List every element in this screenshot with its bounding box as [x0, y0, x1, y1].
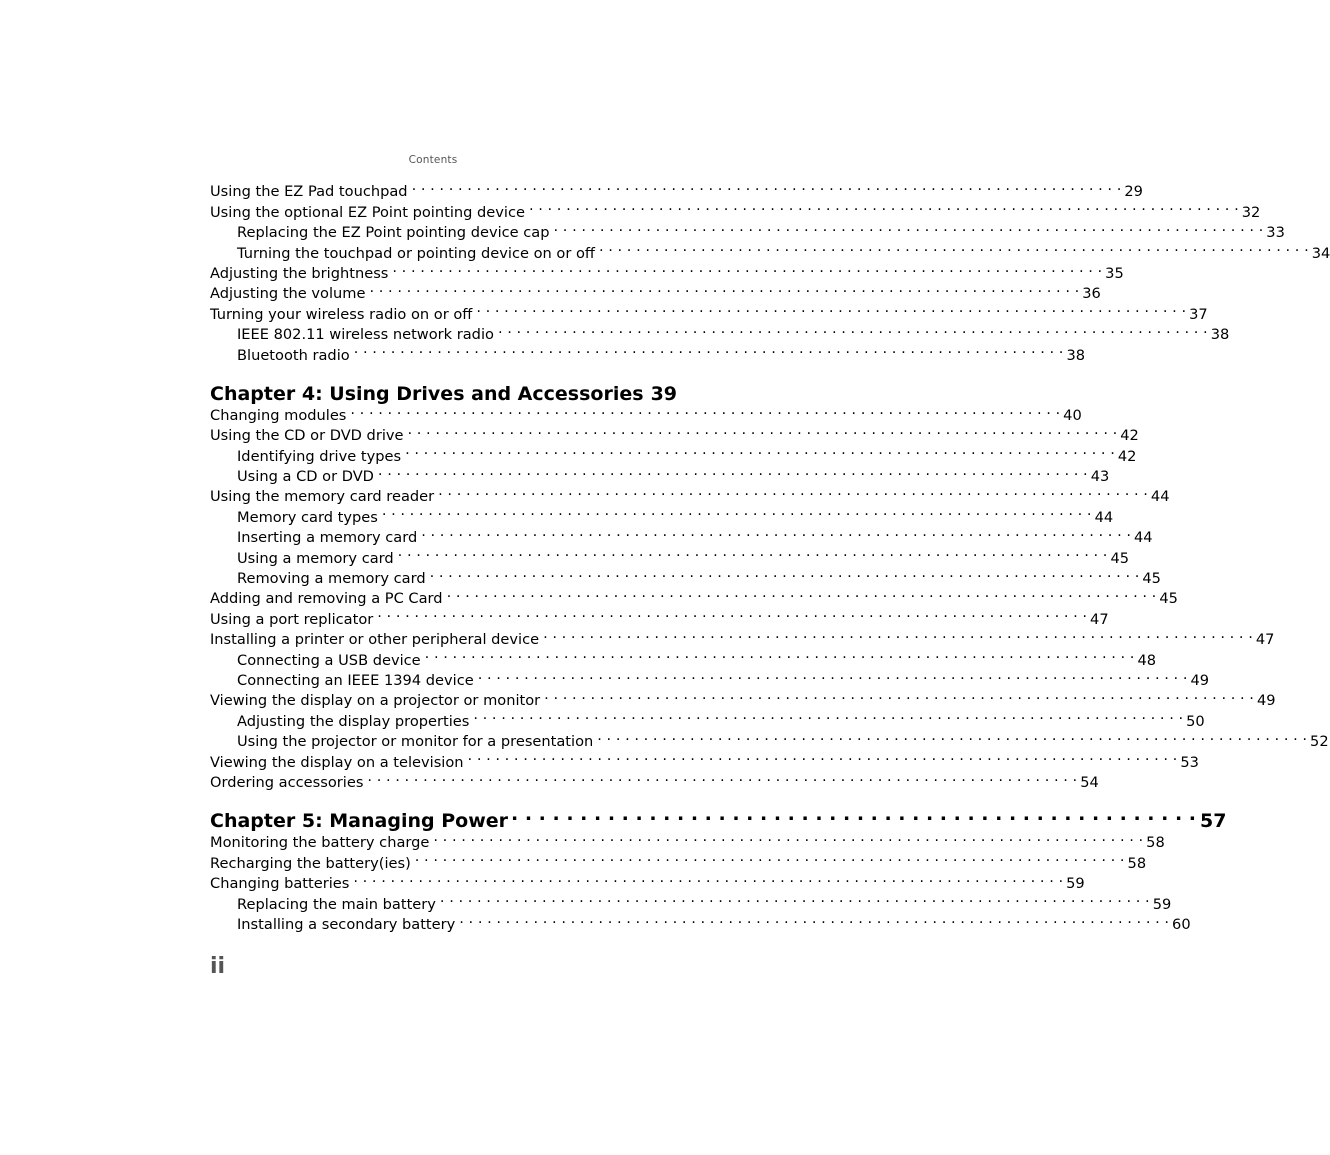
- dot-leader: [554, 217, 1264, 237]
- entry-title: Using the EZ Pad touchpad: [210, 183, 408, 201]
- dot-leader: [468, 746, 1178, 766]
- entry-page-number: 38: [1210, 326, 1230, 344]
- dot-leader: [398, 542, 1108, 562]
- entry-title: Identifying drive types: [237, 447, 402, 465]
- dot-leader: [447, 583, 1157, 603]
- entry-page-number: 49: [1190, 672, 1210, 689]
- entry-page-number: 42: [1117, 447, 1137, 465]
- chapter-page-number: 57: [1200, 809, 1227, 832]
- entry-page-number: 58: [1146, 834, 1165, 852]
- entry-title: Recharging the battery(ies): [210, 854, 411, 872]
- entry-page-number: 43: [1090, 468, 1110, 486]
- entry-title: Bluetooth radio: [237, 346, 350, 364]
- dot-leader: [367, 767, 1077, 787]
- entry-page-number: 35: [1105, 264, 1124, 282]
- dot-leader: [473, 705, 1183, 725]
- dot-leader: [405, 440, 1115, 460]
- dot-leader: [412, 176, 1122, 196]
- entry-title: Using the CD or DVD drive: [210, 427, 404, 445]
- entry-page-number: 29: [1124, 183, 1143, 201]
- dot-leader: [415, 847, 1125, 867]
- entry-page-number: 52: [1310, 733, 1329, 751]
- dot-leader: [438, 481, 1148, 501]
- entry-page-number: 40: [1063, 406, 1082, 424]
- dot-leader: [511, 801, 1196, 827]
- entry-page-number: 45: [1159, 590, 1178, 608]
- dot-leader: [476, 298, 1186, 318]
- dot-leader: [392, 258, 1102, 278]
- dot-leader: [430, 563, 1140, 583]
- dot-leader: [350, 400, 1060, 420]
- dot-leader: [354, 339, 1064, 359]
- running-head: Contents: [408, 154, 458, 166]
- dot-leader: [369, 278, 1079, 298]
- entry-title: Viewing the display on a projector or monitor: [210, 692, 541, 710]
- entry-page-number: 44: [1094, 508, 1114, 526]
- dot-leader: [440, 888, 1150, 908]
- entry-title: Turning your wireless radio on or off: [210, 305, 473, 323]
- entry-page-number: 44: [1134, 529, 1153, 547]
- chapter-heading[interactable]: [210, 374, 678, 405]
- toc-entry[interactable]: [210, 176, 1143, 201]
- entry-title: Monitoring the battery charge: [210, 834, 430, 852]
- entry-title: Using a memory card: [237, 549, 394, 567]
- page-number: ii: [210, 954, 226, 979]
- dot-leader: [543, 624, 1253, 644]
- entry-title: Ordering accessories: [210, 773, 364, 791]
- entry-title: Adjusting the volume: [210, 285, 366, 303]
- entry-title: Turning the touchpad or pointing device on or off: [237, 244, 595, 262]
- chapter-title: Chapter 4: Using Drives and Accessories: [210, 382, 644, 405]
- chapter-heading[interactable]: [210, 801, 1227, 832]
- entry-title: Using a CD or DVD: [237, 468, 374, 486]
- entry-title: Adding and removing a PC Card: [210, 590, 443, 608]
- dot-leader: [498, 319, 1208, 339]
- entry-page-number: 37: [1189, 305, 1208, 323]
- entry-page-number: 33: [1266, 224, 1285, 242]
- entry-page-number: 47: [1255, 631, 1275, 649]
- entry-title: Viewing the display on a television: [210, 753, 464, 771]
- entry-page-number: 53: [1180, 753, 1199, 771]
- entry-page-number: 38: [1066, 346, 1086, 364]
- entry-title: Changing batteries: [210, 875, 350, 893]
- entry-title: Removing a memory card: [237, 570, 426, 588]
- dot-leader: [408, 420, 1118, 440]
- entry-title: Installing a printer or other peripheral device: [210, 631, 540, 649]
- dot-leader: [382, 501, 1092, 521]
- dot-leader: [529, 196, 1239, 216]
- entry-title: Using the optional EZ Point pointing device: [210, 203, 525, 221]
- dot-leader: [478, 665, 1188, 685]
- entry-title: IEEE 802.11 wireless network radio: [237, 326, 494, 344]
- dot-leader: [459, 909, 1169, 929]
- entry-page-number: 45: [1110, 549, 1130, 567]
- entry-page-number: 47: [1090, 610, 1109, 628]
- entry-title: Using a port replicator: [210, 610, 374, 628]
- entry-title: Adjusting the brightness: [210, 264, 389, 282]
- entry-title: Replacing the main battery: [237, 895, 436, 913]
- entry-title: Changing modules: [210, 406, 347, 424]
- entry-title: Connecting an IEEE 1394 device: [237, 672, 474, 689]
- entry-title: Using the projector or monitor for a presentation: [237, 733, 594, 751]
- entry-page-number: 58: [1127, 854, 1147, 872]
- entry-page-number: 32: [1241, 203, 1261, 221]
- dot-leader: [544, 685, 1254, 705]
- entry-page-number: 59: [1066, 875, 1085, 893]
- entry-page-number: 45: [1142, 570, 1161, 588]
- entry-page-number: 42: [1120, 427, 1139, 445]
- dot-leader: [425, 644, 1135, 664]
- entry-title: Inserting a memory card: [237, 529, 418, 547]
- dot-leader: [378, 461, 1088, 481]
- entry-title: Connecting a USB device: [237, 651, 421, 669]
- dot-leader: [599, 237, 1309, 257]
- entry-title: Using the memory card reader: [210, 488, 435, 506]
- dot-leader: [377, 603, 1087, 623]
- entry-page-number: 50: [1186, 712, 1205, 730]
- entry-page-number: 59: [1152, 895, 1172, 913]
- dot-leader: [433, 827, 1143, 847]
- entry-title: Memory card types: [237, 508, 378, 526]
- entry-page-number: 44: [1150, 488, 1170, 506]
- dot-leader: [353, 868, 1063, 888]
- entry-title: Adjusting the display properties: [237, 712, 470, 730]
- dot-leader: [421, 522, 1131, 542]
- chapter-title: Chapter 5: Managing Power: [210, 809, 508, 832]
- dot-leader: [597, 726, 1307, 746]
- entry-page-number: 34: [1311, 244, 1330, 262]
- entry-page-number: 54: [1080, 773, 1099, 791]
- entry-page-number: 49: [1256, 692, 1276, 710]
- entry-title: Installing a secondary battery: [237, 915, 456, 933]
- chapter-page-number: 39: [650, 382, 678, 405]
- entry-title: Replacing the EZ Point pointing device cap: [237, 224, 550, 242]
- table-of-contents: [210, 176, 1330, 933]
- entry-page-number: 60: [1172, 915, 1191, 933]
- entry-page-number: 36: [1082, 285, 1101, 303]
- entry-page-number: 48: [1137, 651, 1157, 669]
